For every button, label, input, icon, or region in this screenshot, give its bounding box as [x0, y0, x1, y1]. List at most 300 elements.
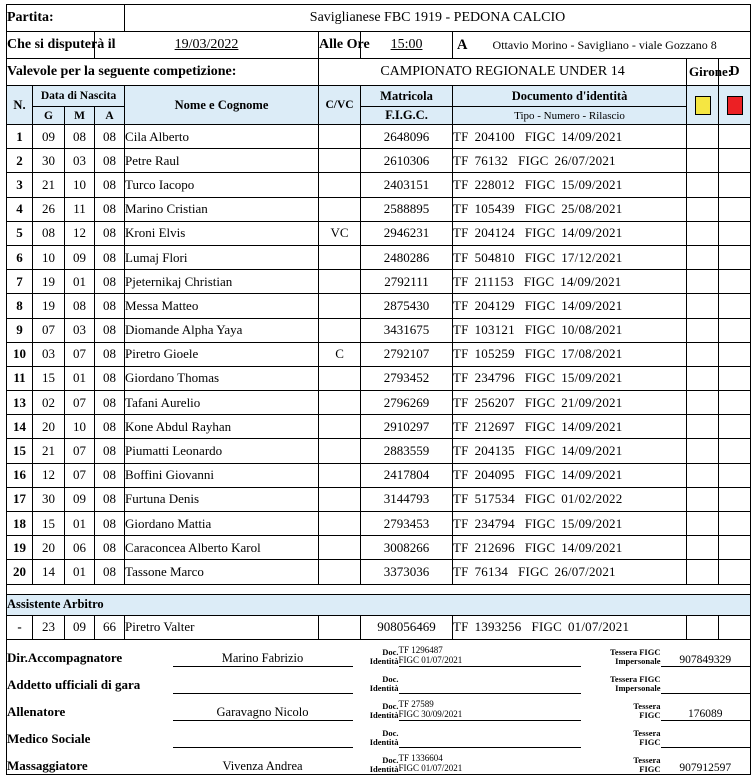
player-doc-number: 204095 — [474, 467, 515, 483]
player-matricola: 2417804 — [361, 463, 453, 487]
official-name[interactable] — [173, 666, 353, 693]
player-doc-type: TF — [453, 443, 469, 459]
col-yellow-card — [687, 86, 719, 125]
official-doc-value[interactable] — [399, 693, 581, 720]
player-captain-flag — [319, 512, 361, 536]
assistant-name: Piretro Valter — [125, 615, 319, 639]
player-matricola: 2875430 — [361, 294, 453, 318]
player-name: Turco Iacopo — [125, 173, 319, 197]
player-captain-flag — [319, 439, 361, 463]
official-tessera-value[interactable] — [661, 720, 751, 747]
player-doc-number: 211153 — [474, 273, 514, 289]
doc-label-1: Doc. — [382, 674, 399, 685]
player-red-cell[interactable] — [719, 270, 751, 294]
player-doc-org: FIGC — [518, 563, 549, 579]
official-role: Allenatore — [7, 704, 66, 720]
player-doc-type: TF — [453, 249, 469, 265]
player-birth-year: 08 — [95, 512, 125, 536]
player-doc-number: 76134 — [474, 563, 509, 579]
player-doc-date: 01/02/2022 — [561, 491, 623, 507]
player-doc-org: FIGC — [524, 443, 556, 459]
player-doc-org: FIGC — [524, 322, 556, 338]
player-birth-year: 08 — [95, 318, 125, 342]
player-document — [453, 415, 687, 439]
player-doc-date: 21/09/2021 — [561, 394, 623, 410]
player-red-cell[interactable] — [719, 487, 751, 511]
player-birth-month: 09 — [65, 487, 95, 511]
player-doc-number: 103121 — [474, 322, 515, 338]
player-matricola: 2648096 — [361, 125, 453, 149]
player-doc-date: 15/09/2021 — [561, 515, 623, 531]
player-document — [453, 221, 687, 245]
player-number: 4 — [7, 197, 33, 221]
player-yellow-cell[interactable] — [687, 221, 719, 245]
header-row-data — [7, 32, 751, 59]
player-red-cell[interactable] — [719, 342, 751, 366]
player-yellow-cell[interactable] — [687, 560, 719, 584]
player-matricola: 3431675 — [361, 318, 453, 342]
officials-table — [6, 640, 751, 775]
player-doc-date: 14/09/2021 — [561, 128, 623, 144]
player-birth-year: 08 — [95, 560, 125, 584]
player-yellow-cell[interactable] — [687, 125, 719, 149]
player-yellow-cell[interactable] — [687, 318, 719, 342]
player-number: 5 — [7, 221, 33, 245]
player-name: Kone Abdul Rayhan — [125, 415, 319, 439]
player-doc-org: FIGC — [524, 225, 556, 241]
player-captain-flag — [319, 173, 361, 197]
player-yellow-cell[interactable] — [687, 463, 719, 487]
col-red-card — [719, 86, 751, 125]
col-m: M — [65, 107, 95, 125]
player-yellow-cell[interactable] — [687, 439, 719, 463]
player-doc-date: 14/09/2021 — [561, 467, 623, 483]
assistant-g: 23 — [33, 615, 65, 639]
official-doc-label — [353, 640, 399, 667]
player-birth-year: 08 — [95, 294, 125, 318]
player-doc-org: FIGC — [524, 346, 556, 362]
player-document — [453, 536, 687, 560]
table-row — [7, 487, 751, 511]
player-matricola: 2793452 — [361, 366, 453, 390]
player-birth-day: 03 — [33, 342, 65, 366]
assistant-n: - — [7, 615, 33, 639]
official-doc-label — [353, 666, 399, 693]
player-yellow-cell[interactable] — [687, 173, 719, 197]
table-row — [7, 560, 751, 584]
yellow-card-icon — [695, 96, 711, 115]
table-row — [7, 415, 751, 439]
table-row — [7, 463, 751, 487]
player-name: Furtuna Denis — [125, 487, 319, 511]
official-row — [7, 640, 751, 667]
official-doc-line1: TF 1336604 — [398, 753, 443, 764]
player-name: Kroni Elvis — [125, 221, 319, 245]
girone-label: Girone: — [687, 59, 719, 86]
player-birth-month: 07 — [65, 342, 95, 366]
player-birth-day: 20 — [33, 536, 65, 560]
player-birth-month: 11 — [65, 197, 95, 221]
doc-label-2: Identità — [369, 763, 399, 774]
doc-label-2: Identità — [369, 656, 399, 667]
player-birth-day: 19 — [33, 270, 65, 294]
player-doc-org: FIGC — [524, 201, 556, 217]
player-number: 15 — [7, 439, 33, 463]
player-birth-month: 08 — [65, 125, 95, 149]
player-doc-number: 228012 — [474, 176, 515, 192]
player-yellow-cell[interactable] — [687, 487, 719, 511]
competizione-label: Valevole per la seguente competizione: — [7, 59, 319, 86]
player-birth-month: 07 — [65, 463, 95, 487]
official-tessera-label — [581, 693, 661, 720]
player-document — [453, 487, 687, 511]
player-name: Piretro Gioele — [125, 342, 319, 366]
player-birth-month: 01 — [65, 366, 95, 390]
table-row — [7, 512, 751, 536]
official-tessera-label — [581, 640, 661, 667]
player-doc-type: TF — [453, 491, 469, 507]
player-red-cell[interactable] — [719, 391, 751, 415]
player-red-cell[interactable] — [719, 245, 751, 269]
player-doc-type: TF — [453, 563, 469, 579]
player-name: Diomande Alpha Yaya — [125, 318, 319, 342]
tessera-label-1: Tessera — [633, 728, 661, 739]
official-row — [7, 720, 751, 747]
player-matricola: 2796269 — [361, 391, 453, 415]
player-captain-flag — [319, 487, 361, 511]
player-birth-year: 08 — [95, 366, 125, 390]
player-birth-month: 07 — [65, 391, 95, 415]
player-red-cell[interactable] — [719, 149, 751, 173]
official-tessera-value[interactable]: 907912597 — [661, 747, 751, 774]
official-tessera-value[interactable] — [661, 666, 751, 693]
official-doc-value[interactable] — [399, 720, 581, 747]
tessera-impersonale-label-2: Impersonale — [615, 656, 661, 667]
player-red-cell[interactable] — [719, 512, 751, 536]
player-captain-flag: VC — [319, 221, 361, 245]
player-birth-day: 07 — [33, 318, 65, 342]
player-matricola: 2792107 — [361, 342, 453, 366]
player-yellow-cell[interactable] — [687, 149, 719, 173]
player-birth-year: 08 — [95, 391, 125, 415]
player-doc-org: FIGC — [523, 273, 555, 289]
player-doc-number: 76132 — [474, 152, 509, 168]
tessera-label-1: Tessera — [633, 701, 661, 712]
player-captain-flag — [319, 560, 361, 584]
table-row — [7, 197, 751, 221]
player-yellow-cell[interactable] — [687, 294, 719, 318]
player-doc-number: 517534 — [474, 491, 515, 507]
table-row — [7, 536, 751, 560]
player-birth-year: 08 — [95, 536, 125, 560]
player-birth-month: 08 — [65, 294, 95, 318]
player-birth-year: 08 — [95, 149, 125, 173]
player-doc-org: FIGC — [524, 539, 556, 555]
player-birth-month: 06 — [65, 536, 95, 560]
assistant-matricola: 908056469 — [361, 615, 453, 639]
official-doc-line2: FIGC 01/07/2021 — [398, 763, 463, 774]
player-doc-type: TF — [453, 394, 469, 410]
assistant-yellow-cell[interactable] — [687, 615, 719, 639]
player-doc-org: FIGC — [524, 297, 556, 313]
player-matricola: 2793453 — [361, 512, 453, 536]
column-header-row-bottom — [7, 107, 751, 125]
player-yellow-cell[interactable] — [687, 270, 719, 294]
official-role: Dir.Accompagnatore — [7, 650, 123, 666]
player-name: Giordano Thomas — [125, 366, 319, 390]
player-red-cell[interactable] — [719, 415, 751, 439]
match-sheet-table — [6, 4, 751, 640]
table-row — [7, 366, 751, 390]
player-matricola: 2588895 — [361, 197, 453, 221]
player-doc-type: TF — [453, 152, 469, 168]
player-captain-flag: C — [319, 342, 361, 366]
col-cvc: C/VC — [319, 86, 361, 125]
player-name: Messa Matteo — [125, 294, 319, 318]
doc-label-1: Doc. — [382, 754, 399, 765]
official-tessera-label — [581, 666, 661, 693]
player-red-cell[interactable] — [719, 221, 751, 245]
assistant-documento — [453, 615, 687, 639]
player-doc-org: FIGC — [524, 128, 556, 144]
partita-value: Saviglianese FBC 1919 - PEDONA CALCIO — [125, 5, 751, 32]
player-doc-date: 25/08/2021 — [561, 201, 623, 217]
player-doc-number: 234794 — [474, 515, 515, 531]
player-birth-day: 30 — [33, 149, 65, 173]
player-birth-day: 30 — [33, 487, 65, 511]
tessera-impersonale-label-1: Tessera FIGC — [610, 674, 661, 685]
player-birth-month: 10 — [65, 173, 95, 197]
player-number: 6 — [7, 245, 33, 269]
partita-label: Partita: — [7, 5, 125, 32]
official-tessera-value[interactable]: 907849329 — [661, 640, 751, 667]
player-document — [453, 560, 687, 584]
player-doc-type: TF — [453, 467, 469, 483]
ore-value: 15:00 — [361, 32, 453, 59]
header-row-partita — [7, 5, 751, 32]
table-row — [7, 221, 751, 245]
assistente-arbitro-row — [7, 615, 751, 639]
official-doc-line2: FIGC 01/07/2021 — [398, 655, 463, 666]
player-matricola: 2792111 — [361, 270, 453, 294]
player-doc-number: 504810 — [474, 249, 515, 265]
assistant-cvc — [319, 615, 361, 639]
table-row — [7, 149, 751, 173]
player-yellow-cell[interactable] — [687, 536, 719, 560]
assistant-doc-date: 01/07/2021 — [567, 619, 630, 635]
red-card-icon — [727, 96, 743, 115]
player-doc-type: TF — [453, 201, 469, 217]
player-doc-number: 105439 — [474, 201, 515, 217]
player-birth-year: 08 — [95, 342, 125, 366]
table-row — [7, 318, 751, 342]
player-doc-date: 15/09/2021 — [561, 370, 623, 386]
player-captain-flag — [319, 366, 361, 390]
player-doc-org: FIGC — [524, 467, 556, 483]
player-birth-day: 20 — [33, 415, 65, 439]
player-name: Piumatti Leonardo — [125, 439, 319, 463]
player-name: Petre Raul — [125, 149, 319, 173]
assistant-m: 09 — [65, 615, 95, 639]
player-birth-year: 08 — [95, 125, 125, 149]
player-yellow-cell[interactable] — [687, 391, 719, 415]
player-red-cell[interactable] — [719, 125, 751, 149]
player-name: Marino Cristian — [125, 197, 319, 221]
player-document — [453, 125, 687, 149]
player-doc-number: 204100 — [474, 128, 515, 144]
official-doc-value[interactable] — [399, 666, 581, 693]
player-document — [453, 366, 687, 390]
player-yellow-cell[interactable] — [687, 197, 719, 221]
player-doc-org: FIGC — [524, 515, 556, 531]
girone-value: D — [719, 59, 751, 86]
player-red-cell[interactable] — [719, 173, 751, 197]
player-yellow-cell[interactable] — [687, 512, 719, 536]
player-captain-flag — [319, 245, 361, 269]
player-birth-year: 08 — [95, 415, 125, 439]
official-doc-value[interactable] — [399, 747, 581, 774]
player-doc-date: 14/09/2021 — [561, 443, 623, 459]
player-red-cell[interactable] — [719, 366, 751, 390]
player-number: 1 — [7, 125, 33, 149]
player-birth-day: 09 — [33, 125, 65, 149]
player-birth-month: 01 — [65, 560, 95, 584]
player-doc-org: FIGC — [524, 249, 556, 265]
player-birth-month: 03 — [65, 149, 95, 173]
player-doc-type: TF — [453, 346, 469, 362]
player-document — [453, 149, 687, 173]
player-red-cell[interactable] — [719, 536, 751, 560]
doc-label-2: Identità — [369, 710, 399, 721]
player-document — [453, 439, 687, 463]
player-doc-date: 10/08/2021 — [561, 322, 623, 338]
player-doc-date: 26/07/2021 — [554, 152, 616, 168]
player-birth-year: 08 — [95, 221, 125, 245]
player-red-cell[interactable] — [719, 439, 751, 463]
player-red-cell[interactable] — [719, 318, 751, 342]
table-row — [7, 439, 751, 463]
player-birth-month: 01 — [65, 270, 95, 294]
player-doc-type: TF — [453, 322, 469, 338]
player-number: 7 — [7, 270, 33, 294]
col-matricola: Matricola — [361, 86, 453, 107]
player-birth-year: 08 — [95, 270, 125, 294]
official-name[interactable]: Garavagno Nicolo — [173, 693, 353, 720]
official-doc-line1: TF 27589 — [398, 699, 434, 710]
official-doc-line1: TF 1296487 — [398, 645, 443, 656]
player-birth-day: 12 — [33, 463, 65, 487]
official-name[interactable]: Vivenza Andrea — [173, 747, 353, 774]
player-birth-day: 15 — [33, 512, 65, 536]
player-document — [453, 463, 687, 487]
official-name[interactable] — [173, 720, 353, 747]
official-doc-line2: FIGC 30/09/2021 — [398, 709, 463, 720]
player-captain-flag — [319, 294, 361, 318]
player-yellow-cell[interactable] — [687, 342, 719, 366]
player-yellow-cell[interactable] — [687, 245, 719, 269]
table-row — [7, 294, 751, 318]
player-yellow-cell[interactable] — [687, 415, 719, 439]
player-doc-date: 17/12/2021 — [561, 249, 623, 265]
player-document — [453, 173, 687, 197]
player-document — [453, 512, 687, 536]
player-doc-type: TF — [453, 297, 469, 313]
player-name: Boffini Giovanni — [125, 463, 319, 487]
player-name: Tassone Marco — [125, 560, 319, 584]
player-doc-number: 204124 — [474, 225, 515, 241]
tessera-label-1: Tessera — [633, 754, 661, 765]
official-name[interactable]: Marino Fabrizio — [173, 640, 353, 667]
table-row — [7, 270, 751, 294]
assistente-arbitro-title: Assistente Arbitro — [7, 594, 751, 615]
player-doc-type: TF — [453, 370, 469, 386]
table-row — [7, 173, 751, 197]
player-birth-day: 21 — [33, 173, 65, 197]
player-doc-number: 256207 — [474, 394, 515, 410]
player-birth-year: 08 — [95, 245, 125, 269]
official-role: Massaggiatore — [7, 757, 88, 773]
a-label: A — [457, 36, 468, 53]
official-tessera-value[interactable]: 176089 — [661, 693, 751, 720]
player-doc-date: 14/09/2021 — [561, 225, 623, 241]
player-number: 16 — [7, 463, 33, 487]
player-yellow-cell[interactable] — [687, 366, 719, 390]
player-birth-day: 19 — [33, 294, 65, 318]
player-birth-month: 12 — [65, 221, 95, 245]
player-red-cell[interactable] — [719, 294, 751, 318]
player-matricola: 2403151 — [361, 173, 453, 197]
player-number: 19 — [7, 536, 33, 560]
ore-label: Alle Ore — [319, 32, 361, 59]
table-row — [7, 245, 751, 269]
col-documento-sub: Tipo - Numero - Rilascio — [453, 107, 687, 125]
player-birth-day: 08 — [33, 221, 65, 245]
competizione-value: CAMPIONATO REGIONALE UNDER 14 — [319, 59, 687, 86]
player-name: Cila Alberto — [125, 125, 319, 149]
player-doc-date: 14/09/2021 — [561, 297, 623, 313]
player-number: 10 — [7, 342, 33, 366]
player-name: Caraconcea Alberto Karol — [125, 536, 319, 560]
doc-label-2: Identità — [369, 737, 399, 748]
official-row — [7, 747, 751, 774]
player-doc-date: 15/09/2021 — [561, 176, 623, 192]
player-doc-number: 212697 — [474, 418, 515, 434]
player-red-cell[interactable] — [719, 560, 751, 584]
assistant-doc-number: 1393256 — [474, 619, 522, 635]
player-matricola: 2883559 — [361, 439, 453, 463]
official-doc-value[interactable] — [399, 640, 581, 667]
player-document — [453, 342, 687, 366]
player-birth-year: 08 — [95, 463, 125, 487]
col-data-nascita: Data di Nascita — [33, 86, 125, 107]
assistant-doc-type: TF — [453, 619, 469, 635]
player-birth-month: 03 — [65, 318, 95, 342]
player-captain-flag — [319, 391, 361, 415]
player-red-cell[interactable] — [719, 463, 751, 487]
player-captain-flag — [319, 125, 361, 149]
player-matricola: 3373036 — [361, 560, 453, 584]
player-document — [453, 318, 687, 342]
luogo-value: Ottavio Morino - Savigliano - viale Gozzano 8 — [492, 37, 717, 52]
player-matricola: 3144793 — [361, 487, 453, 511]
player-birth-day: 10 — [33, 245, 65, 269]
player-birth-day: 14 — [33, 560, 65, 584]
official-doc-label — [353, 693, 399, 720]
doc-label-1: Doc. — [382, 728, 399, 739]
player-matricola: 2480286 — [361, 245, 453, 269]
assistant-red-cell[interactable] — [719, 615, 751, 639]
player-red-cell[interactable] — [719, 197, 751, 221]
